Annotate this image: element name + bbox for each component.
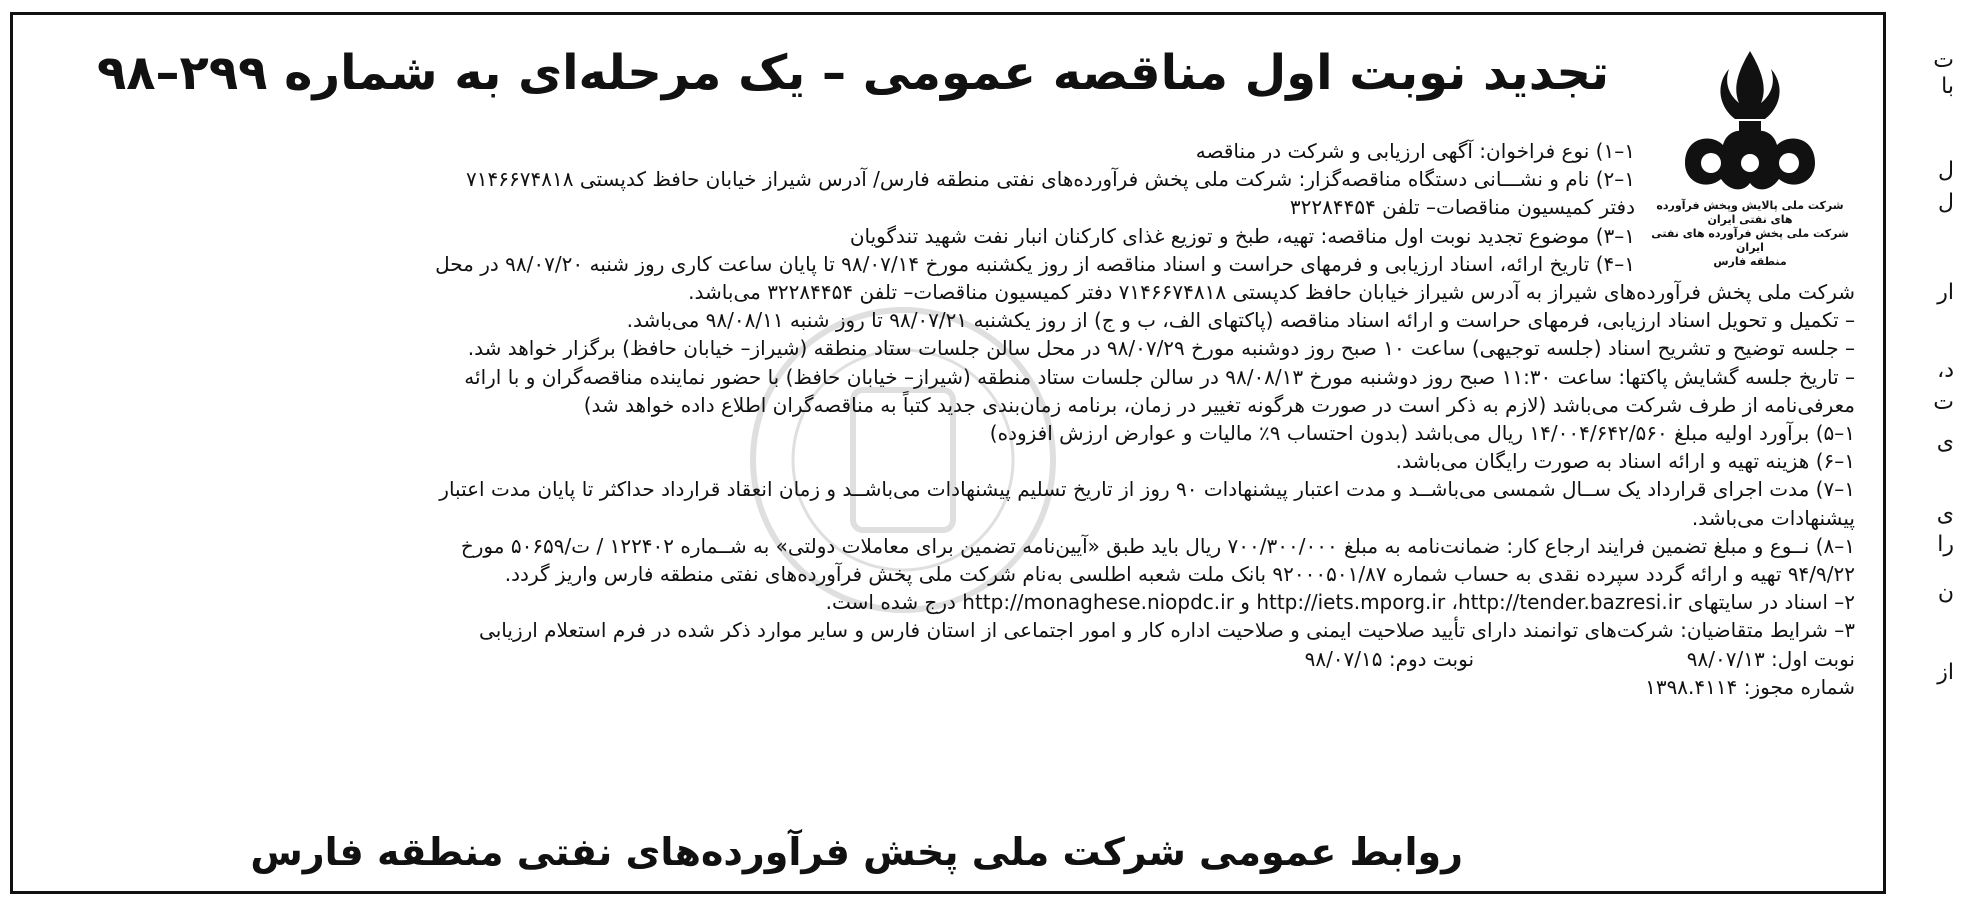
- notice-title: تجدید نوبت اول مناقصه عمومی – یک مرحله‌ای به شماره ۲۹۹–۹۸: [96, 45, 1610, 101]
- notice-line: شرکت ملی پخش فرآورده‌های شیراز به آدرس شیراز خیابان حافظ کدپستی ۷۱۴۶۶۷۴۸۱۸ دفتر کمیسیون مناقصات– تلفن ۳۲۲۸۴۴۵۴ می‌باشد.: [688, 280, 1855, 305]
- fragment-text: ت: [1933, 48, 1954, 73]
- first-round-date: نوبت اول: ۹۸/۰۷/۱۳: [1686, 646, 1855, 671]
- logo-caption-line: شرکت ملی پخش فرآورده های نفتی ایران: [1651, 227, 1849, 254]
- notice-frame: [10, 12, 1886, 894]
- round-dates-line: [15, 645, 1855, 673]
- fragment-text: ل: [1938, 190, 1954, 215]
- logo-caption-line: منطقه فارس: [1713, 255, 1787, 268]
- fragment-text: ار: [1937, 280, 1954, 305]
- notice-line: – جلسه توضیح و تشریح اسناد (جلسه توجیهی) ساعت ۱۰ صبح روز دوشنبه مورخ ۹۸/۰۷/۲۹ در محل سالن جلسات ستاد منطقه (شیراز– خیابان حافظ) برگزار خواهد شد.: [467, 336, 1855, 361]
- notice-body: [15, 137, 1855, 701]
- fragment-text: ل: [1938, 158, 1954, 183]
- second-round-date: نوبت دوم: ۹۸/۰۷/۱۵: [1304, 646, 1475, 671]
- notice-line: ۱–۱) نوع فراخوان: آگهی ارزیابی و شرکت در مناقصه: [1195, 139, 1635, 163]
- logo-caption-line: شرکت ملی پالایش وپخش فرآورده های نفتی ایران: [1656, 199, 1844, 226]
- notice-line: ۱–۶) هزینه تهیه و ارائه اسناد به صورت رایگان می‌باشد.: [1395, 449, 1855, 474]
- fragment-text: ن: [1937, 580, 1954, 605]
- fragment-text: د،: [1937, 358, 1954, 383]
- notice-line: ۱–۸) نــوع و مبلغ تضمین فرایند ارجاع کار: ضمانت‌نامه به مبلغ ۷۰۰/۳۰۰/۰۰۰ ریال باید طبق «آیین‌نامه تضمین برای معاملات دولتی» به شــماره ۱۲۲۴۰۲ / ت/۵۰۶۵۹ مورخ: [460, 533, 1855, 558]
- notice-line: ۲– اسناد در سایتهای http://iets.mporg.ir ،http://tender.bazresi.ir و http://monaghese.niopdc.ir درج شده است.: [825, 590, 1855, 615]
- notice-line: ۳– شرایط متقاضیان: شرکت‌های توانمند دارای تأیید صلاحیت ایمنی و صلاحیت اداره کار و امور اجتماعی از استان فارس و سایر موارد ذکر شده در فرم استعلام ارزیابی: [479, 618, 1855, 643]
- fragment-text: با: [1941, 74, 1954, 99]
- notice-line: دفتر کمیسیون مناقصات– تلفن ۳۲۲۸۴۴۵۴: [1289, 195, 1635, 220]
- permit-number: شماره مجوز: ۱۳۹۸.۴۱۱۴: [1645, 674, 1855, 699]
- fragment-text: ت: [1933, 390, 1954, 415]
- adjacent-column-fragments: [1900, 40, 1964, 900]
- fragment-text: ی: [1936, 430, 1954, 455]
- footer-public-relations: روابط عمومی شرکت ملی پخش فرآورده‌های نفتی منطقه فارس: [250, 830, 1463, 874]
- notice-line: معرفی‌نامه از طرف شرکت می‌باشد (لازم به ذکر است در صورت هرگونه تغییر در زمان، برنامه زمان‌بندی جدید کتباً به مناقصه‌گران اطلاع داده خواهد شد): [583, 392, 1855, 417]
- notice-line: ۱–۲) نام و نشـــانی دستگاه مناقصه‌گزار: شرکت ملی پخش فرآورده‌های نفتی منطقه فارس/ آدرس شیراز خیابان حافظ کدپستی ۷۱۴۶۶۷۴۸۱۸: [466, 167, 1635, 192]
- notice-line: ۱–۵) برآورد اولیه مبلغ ۱۴/۰۰۴/۶۴۲/۵۶۰ ریال می‌باشد (بدون احتساب ۹٪ مالیات و عوارض ارزش افزوده): [989, 421, 1855, 446]
- fragment-text: را: [1937, 532, 1954, 557]
- notice-line: – تاریخ جلسه گشایش پاکتها: ساعت ۱۱:۳۰ صبح روز دوشنبه مورخ ۹۸/۰۸/۱۳ در سالن جلسات ستاد منطقه (شیراز– خیابان حافظ) با حضور نماینده مناقصه‌گران و با ارائه: [464, 364, 1855, 389]
- notice-line: ۹۴/۹/۲۲ تهیه و ارائه گردد سپرده نقدی به حساب شماره ۹۲۰۰۰۵۰۱/۸۷ بانک ملت شعبه اطلسی به‌نام شرکت ملی پخش فرآورده‌های نفتی منطقه فارس واریز گردد.: [504, 562, 1855, 587]
- fragment-text: از: [1937, 660, 1954, 685]
- notice-line: – تکمیل و تحویل اسناد ارزیابی، فرمهای حراست و ارائه اسناد مناقصه (پاکتهای الف، ب و ج) از روز یکشنبه ۹۸/۰۷/۲۱ تا روز شنبه ۹۸/۰۸/۱۱ می‌باشد.: [626, 308, 1855, 333]
- notice-line: ۱–۴) تاریخ ارائه، اسناد ارزیابی و فرمهای حراست و اسناد مناقصه از روز یکشنبه مورخ ۹۸/۰۷/۱۴ تا پایان ساعت کاری روز شنبه ۹۸/۰۷/۲۰ در محل: [435, 251, 1635, 276]
- fragment-text: ی: [1936, 502, 1954, 527]
- notice-line: پیشنهادات می‌باشد.: [1691, 505, 1855, 530]
- notice-line: ۱–۳) موضوع تجدید نوبت اول مناقصه: تهیه، طبخ و توزیع غذای کارکنان انبار نفت شهید تندگویان: [849, 223, 1635, 248]
- notice-line: ۱–۷) مدت اجرای قرارداد یک ســال شمسی می‌باشــد و مدت اعتبار پیشنهادات ۹۰ روز از تاریخ تسلیم پیشنهادات می‌باشــد و زمان انعقاد قرارداد حداکثر تا پایان مدت اعتبار: [439, 477, 1855, 502]
